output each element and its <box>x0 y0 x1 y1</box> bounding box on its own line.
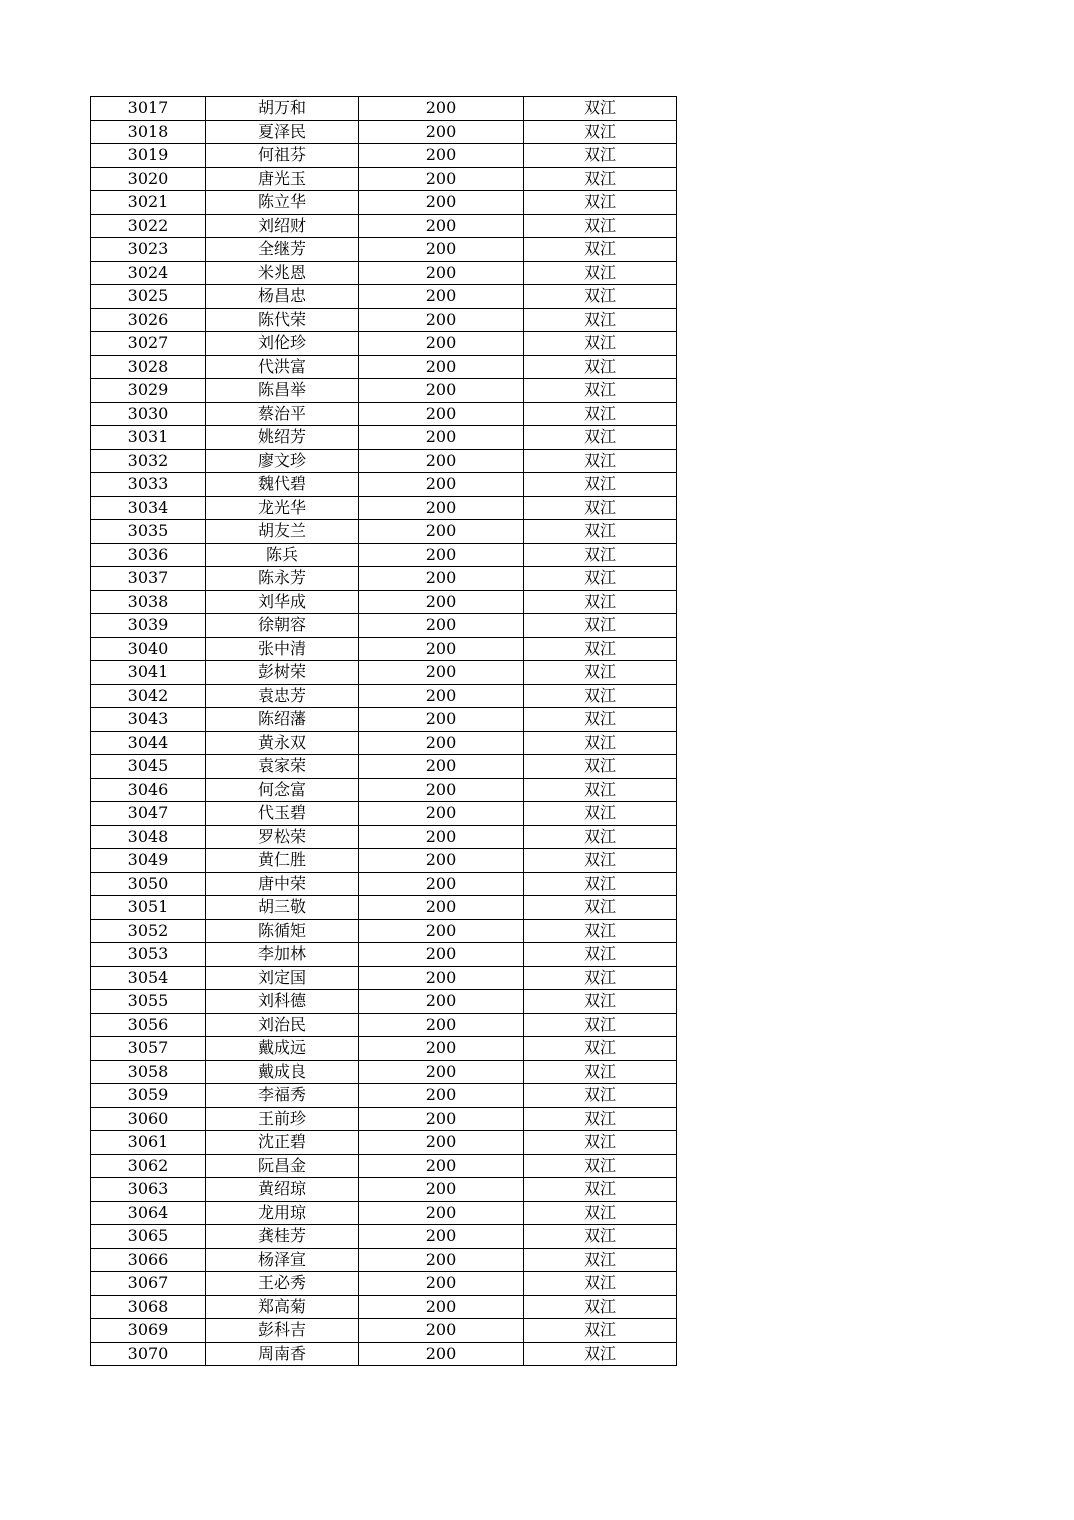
name-cell: 廖文珍 <box>206 449 359 473</box>
location-cell: 双江 <box>524 1084 677 1108</box>
id-cell: 3042 <box>91 684 206 708</box>
amount-cell: 200 <box>359 214 524 238</box>
name-cell: 刘科德 <box>206 990 359 1014</box>
table-row <box>91 1107 677 1131</box>
id-cell: 3031 <box>91 426 206 450</box>
name-cell: 胡三敬 <box>206 896 359 920</box>
table-row <box>91 943 677 967</box>
name-cell: 何祖芬 <box>206 144 359 168</box>
location-cell: 双江 <box>524 778 677 802</box>
table-row <box>91 637 677 661</box>
table-row <box>91 543 677 567</box>
name-cell: 龙用琼 <box>206 1201 359 1225</box>
id-cell: 3036 <box>91 543 206 567</box>
table-row <box>91 872 677 896</box>
name-cell: 徐朝容 <box>206 614 359 638</box>
table-row <box>91 379 677 403</box>
table-row <box>91 402 677 426</box>
location-cell: 双江 <box>524 261 677 285</box>
table-row <box>91 285 677 309</box>
table-row <box>91 120 677 144</box>
amount-cell: 200 <box>359 120 524 144</box>
id-cell: 3056 <box>91 1013 206 1037</box>
name-cell: 罗松荣 <box>206 825 359 849</box>
amount-cell: 200 <box>359 896 524 920</box>
location-cell: 双江 <box>524 449 677 473</box>
amount-cell: 200 <box>359 355 524 379</box>
location-cell: 双江 <box>524 614 677 638</box>
name-cell: 李加林 <box>206 943 359 967</box>
table-row <box>91 614 677 638</box>
name-cell: 胡万和 <box>206 97 359 121</box>
location-cell: 双江 <box>524 1178 677 1202</box>
id-cell: 3035 <box>91 520 206 544</box>
location-cell: 双江 <box>524 167 677 191</box>
table-row <box>91 1060 677 1084</box>
table-row <box>91 825 677 849</box>
name-cell: 黄绍琼 <box>206 1178 359 1202</box>
location-cell: 双江 <box>524 1131 677 1155</box>
location-cell: 双江 <box>524 1272 677 1296</box>
location-cell: 双江 <box>524 1060 677 1084</box>
location-cell: 双江 <box>524 120 677 144</box>
name-cell: 陈代荣 <box>206 308 359 332</box>
location-cell: 双江 <box>524 379 677 403</box>
id-cell: 3067 <box>91 1272 206 1296</box>
name-cell: 戴成远 <box>206 1037 359 1061</box>
name-cell: 王必秀 <box>206 1272 359 1296</box>
id-cell: 3043 <box>91 708 206 732</box>
amount-cell: 200 <box>359 1084 524 1108</box>
name-cell: 彭科吉 <box>206 1319 359 1343</box>
id-cell: 3070 <box>91 1342 206 1366</box>
table-row <box>91 261 677 285</box>
table-row <box>91 590 677 614</box>
amount-cell: 200 <box>359 285 524 309</box>
location-cell: 双江 <box>524 590 677 614</box>
amount-cell: 200 <box>359 1201 524 1225</box>
table-row <box>91 355 677 379</box>
amount-cell: 200 <box>359 238 524 262</box>
id-cell: 3039 <box>91 614 206 638</box>
id-cell: 3040 <box>91 637 206 661</box>
name-cell: 陈立华 <box>206 191 359 215</box>
id-cell: 3058 <box>91 1060 206 1084</box>
table-row <box>91 1225 677 1249</box>
id-cell: 3026 <box>91 308 206 332</box>
name-cell: 魏代碧 <box>206 473 359 497</box>
name-cell: 戴成良 <box>206 1060 359 1084</box>
amount-cell: 200 <box>359 966 524 990</box>
name-cell: 郑高菊 <box>206 1295 359 1319</box>
amount-cell: 200 <box>359 637 524 661</box>
location-cell: 双江 <box>524 1013 677 1037</box>
location-cell: 双江 <box>524 191 677 215</box>
id-cell: 3021 <box>91 191 206 215</box>
amount-cell: 200 <box>359 1272 524 1296</box>
location-cell: 双江 <box>524 731 677 755</box>
id-cell: 3059 <box>91 1084 206 1108</box>
amount-cell: 200 <box>359 402 524 426</box>
table-row <box>91 1084 677 1108</box>
name-cell: 袁忠芳 <box>206 684 359 708</box>
name-cell: 龚桂芳 <box>206 1225 359 1249</box>
table-row <box>91 1154 677 1178</box>
amount-cell: 200 <box>359 755 524 779</box>
location-cell: 双江 <box>524 1037 677 1061</box>
id-cell: 3046 <box>91 778 206 802</box>
id-cell: 3033 <box>91 473 206 497</box>
id-cell: 3064 <box>91 1201 206 1225</box>
amount-cell: 200 <box>359 97 524 121</box>
name-cell: 刘定国 <box>206 966 359 990</box>
table-row <box>91 449 677 473</box>
id-cell: 3055 <box>91 990 206 1014</box>
id-cell: 3022 <box>91 214 206 238</box>
amount-cell: 200 <box>359 1154 524 1178</box>
id-cell: 3048 <box>91 825 206 849</box>
location-cell: 双江 <box>524 567 677 591</box>
id-cell: 3034 <box>91 496 206 520</box>
location-cell: 双江 <box>524 755 677 779</box>
name-cell: 刘治民 <box>206 1013 359 1037</box>
name-cell: 沈正碧 <box>206 1131 359 1155</box>
name-cell: 陈循矩 <box>206 919 359 943</box>
amount-cell: 200 <box>359 731 524 755</box>
amount-cell: 200 <box>359 661 524 685</box>
name-cell: 蔡治平 <box>206 402 359 426</box>
id-cell: 3023 <box>91 238 206 262</box>
amount-cell: 200 <box>359 261 524 285</box>
table-row <box>91 238 677 262</box>
amount-cell: 200 <box>359 167 524 191</box>
name-cell: 何念富 <box>206 778 359 802</box>
location-cell: 双江 <box>524 919 677 943</box>
id-cell: 3050 <box>91 872 206 896</box>
name-cell: 黄仁胜 <box>206 849 359 873</box>
table-row <box>91 1013 677 1037</box>
amount-cell: 200 <box>359 520 524 544</box>
table-row <box>91 919 677 943</box>
id-cell: 3028 <box>91 355 206 379</box>
id-cell: 3020 <box>91 167 206 191</box>
table-row <box>91 896 677 920</box>
location-cell: 双江 <box>524 684 677 708</box>
table-row <box>91 966 677 990</box>
id-cell: 3069 <box>91 1319 206 1343</box>
id-cell: 3029 <box>91 379 206 403</box>
amount-cell: 200 <box>359 567 524 591</box>
location-cell: 双江 <box>524 1107 677 1131</box>
name-cell: 陈永芳 <box>206 567 359 591</box>
table-row <box>91 567 677 591</box>
location-cell: 双江 <box>524 543 677 567</box>
location-cell: 双江 <box>524 1201 677 1225</box>
table-row <box>91 990 677 1014</box>
table-body <box>91 97 677 1366</box>
amount-cell: 200 <box>359 1178 524 1202</box>
name-cell: 陈绍藩 <box>206 708 359 732</box>
amount-cell: 200 <box>359 379 524 403</box>
table-row <box>91 802 677 826</box>
id-cell: 3044 <box>91 731 206 755</box>
id-cell: 3057 <box>91 1037 206 1061</box>
amount-cell: 200 <box>359 1319 524 1343</box>
amount-cell: 200 <box>359 1342 524 1366</box>
location-cell: 双江 <box>524 520 677 544</box>
name-cell: 杨泽宣 <box>206 1248 359 1272</box>
name-cell: 唐光玉 <box>206 167 359 191</box>
name-cell: 代洪富 <box>206 355 359 379</box>
table-row <box>91 144 677 168</box>
table-row <box>91 426 677 450</box>
amount-cell: 200 <box>359 1248 524 1272</box>
location-cell: 双江 <box>524 402 677 426</box>
location-cell: 双江 <box>524 661 677 685</box>
id-cell: 3037 <box>91 567 206 591</box>
amount-cell: 200 <box>359 802 524 826</box>
name-cell: 夏泽民 <box>206 120 359 144</box>
location-cell: 双江 <box>524 943 677 967</box>
amount-cell: 200 <box>359 919 524 943</box>
amount-cell: 200 <box>359 332 524 356</box>
amount-cell: 200 <box>359 473 524 497</box>
location-cell: 双江 <box>524 1154 677 1178</box>
table-row <box>91 849 677 873</box>
amount-cell: 200 <box>359 1107 524 1131</box>
name-cell: 陈兵 <box>206 543 359 567</box>
location-cell: 双江 <box>524 496 677 520</box>
name-cell: 彭树荣 <box>206 661 359 685</box>
location-cell: 双江 <box>524 990 677 1014</box>
amount-cell: 200 <box>359 308 524 332</box>
amount-cell: 200 <box>359 778 524 802</box>
name-cell: 姚绍芳 <box>206 426 359 450</box>
location-cell: 双江 <box>524 708 677 732</box>
name-cell: 黄永双 <box>206 731 359 755</box>
amount-cell: 200 <box>359 1013 524 1037</box>
amount-cell: 200 <box>359 1131 524 1155</box>
name-cell: 龙光华 <box>206 496 359 520</box>
id-cell: 3068 <box>91 1295 206 1319</box>
id-cell: 3041 <box>91 661 206 685</box>
id-cell: 3045 <box>91 755 206 779</box>
amount-cell: 200 <box>359 1295 524 1319</box>
location-cell: 双江 <box>524 872 677 896</box>
amount-cell: 200 <box>359 614 524 638</box>
location-cell: 双江 <box>524 332 677 356</box>
id-cell: 3019 <box>91 144 206 168</box>
id-cell: 3065 <box>91 1225 206 1249</box>
table-row <box>91 778 677 802</box>
amount-cell: 200 <box>359 1225 524 1249</box>
id-cell: 3060 <box>91 1107 206 1131</box>
amount-cell: 200 <box>359 144 524 168</box>
name-cell: 唐中荣 <box>206 872 359 896</box>
table-row <box>91 1319 677 1343</box>
location-cell: 双江 <box>524 473 677 497</box>
id-cell: 3052 <box>91 919 206 943</box>
amount-cell: 200 <box>359 708 524 732</box>
location-cell: 双江 <box>524 849 677 873</box>
table-row <box>91 755 677 779</box>
table-row <box>91 332 677 356</box>
table-row <box>91 1295 677 1319</box>
table-row <box>91 661 677 685</box>
location-cell: 双江 <box>524 426 677 450</box>
id-cell: 3038 <box>91 590 206 614</box>
id-cell: 3062 <box>91 1154 206 1178</box>
id-cell: 3066 <box>91 1248 206 1272</box>
id-cell: 3063 <box>91 1178 206 1202</box>
name-cell: 刘华成 <box>206 590 359 614</box>
id-cell: 3017 <box>91 97 206 121</box>
id-cell: 3018 <box>91 120 206 144</box>
name-cell: 阮昌金 <box>206 1154 359 1178</box>
id-cell: 3032 <box>91 449 206 473</box>
name-cell: 全继芳 <box>206 238 359 262</box>
amount-cell: 200 <box>359 943 524 967</box>
name-cell: 胡友兰 <box>206 520 359 544</box>
data-table <box>90 96 677 1366</box>
id-cell: 3051 <box>91 896 206 920</box>
location-cell: 双江 <box>524 214 677 238</box>
name-cell: 代玉碧 <box>206 802 359 826</box>
name-cell: 张中清 <box>206 637 359 661</box>
table-row <box>91 1342 677 1366</box>
location-cell: 双江 <box>524 308 677 332</box>
name-cell: 刘绍财 <box>206 214 359 238</box>
table-row <box>91 1248 677 1272</box>
location-cell: 双江 <box>524 802 677 826</box>
table-row <box>91 1037 677 1061</box>
table-row <box>91 1272 677 1296</box>
table-row <box>91 708 677 732</box>
table-row <box>91 167 677 191</box>
id-cell: 3025 <box>91 285 206 309</box>
location-cell: 双江 <box>524 966 677 990</box>
table-row <box>91 731 677 755</box>
id-cell: 3027 <box>91 332 206 356</box>
name-cell: 米兆恩 <box>206 261 359 285</box>
location-cell: 双江 <box>524 238 677 262</box>
amount-cell: 200 <box>359 990 524 1014</box>
location-cell: 双江 <box>524 144 677 168</box>
amount-cell: 200 <box>359 825 524 849</box>
table-row <box>91 97 677 121</box>
amount-cell: 200 <box>359 590 524 614</box>
amount-cell: 200 <box>359 426 524 450</box>
id-cell: 3053 <box>91 943 206 967</box>
amount-cell: 200 <box>359 191 524 215</box>
table-row <box>91 191 677 215</box>
table-row <box>91 473 677 497</box>
name-cell: 王前珍 <box>206 1107 359 1131</box>
location-cell: 双江 <box>524 825 677 849</box>
location-cell: 双江 <box>524 1295 677 1319</box>
name-cell: 袁家荣 <box>206 755 359 779</box>
id-cell: 3030 <box>91 402 206 426</box>
table-row <box>91 520 677 544</box>
name-cell: 杨昌忠 <box>206 285 359 309</box>
amount-cell: 200 <box>359 1060 524 1084</box>
amount-cell: 200 <box>359 543 524 567</box>
table-row <box>91 1131 677 1155</box>
id-cell: 3054 <box>91 966 206 990</box>
location-cell: 双江 <box>524 896 677 920</box>
table-row <box>91 684 677 708</box>
table-row <box>91 308 677 332</box>
amount-cell: 200 <box>359 1037 524 1061</box>
id-cell: 3061 <box>91 1131 206 1155</box>
table-row <box>91 1178 677 1202</box>
location-cell: 双江 <box>524 1342 677 1366</box>
location-cell: 双江 <box>524 1319 677 1343</box>
table-row <box>91 1201 677 1225</box>
location-cell: 双江 <box>524 285 677 309</box>
name-cell: 陈昌举 <box>206 379 359 403</box>
name-cell: 周南香 <box>206 1342 359 1366</box>
name-cell: 李福秀 <box>206 1084 359 1108</box>
amount-cell: 200 <box>359 872 524 896</box>
id-cell: 3047 <box>91 802 206 826</box>
name-cell: 刘伦珍 <box>206 332 359 356</box>
location-cell: 双江 <box>524 1248 677 1272</box>
location-cell: 双江 <box>524 637 677 661</box>
location-cell: 双江 <box>524 355 677 379</box>
amount-cell: 200 <box>359 496 524 520</box>
location-cell: 双江 <box>524 1225 677 1249</box>
table-row <box>91 496 677 520</box>
table-row <box>91 214 677 238</box>
id-cell: 3024 <box>91 261 206 285</box>
amount-cell: 200 <box>359 449 524 473</box>
amount-cell: 200 <box>359 684 524 708</box>
location-cell: 双江 <box>524 97 677 121</box>
amount-cell: 200 <box>359 849 524 873</box>
id-cell: 3049 <box>91 849 206 873</box>
